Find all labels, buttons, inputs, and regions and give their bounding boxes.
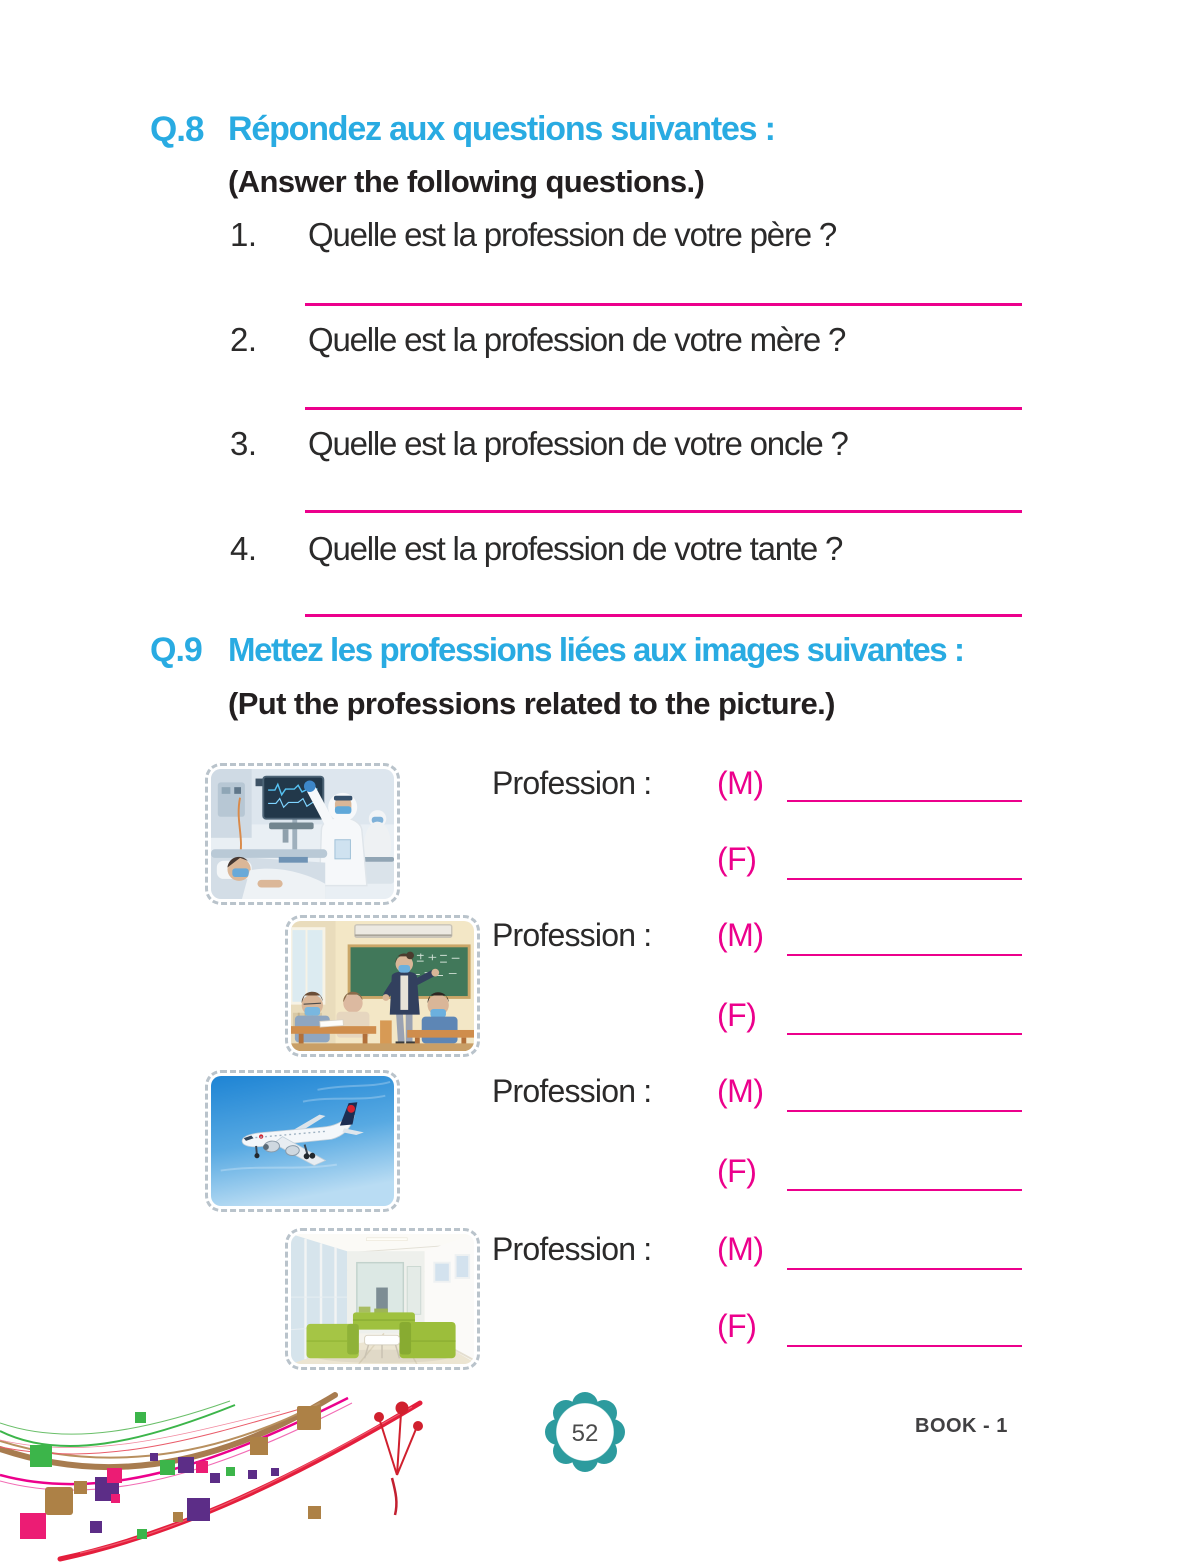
profession-label: Profession :	[492, 917, 652, 953]
hospital-icu-photo	[205, 763, 400, 905]
page-number-badge	[543, 1390, 627, 1474]
answer-line[interactable]	[305, 614, 1022, 617]
masculine-answer-line[interactable]	[787, 1110, 1022, 1112]
airplane-photo	[205, 1070, 400, 1212]
feminine-answer-line[interactable]	[787, 878, 1022, 880]
airplane-illustration	[211, 1076, 394, 1206]
q8-title-french: Répondez aux questions suivantes :	[228, 110, 775, 148]
feminine-label: (F)	[717, 1153, 757, 1189]
page-number: 52	[571, 1420, 599, 1447]
question-text: Quelle est la profession de votre tante ?	[308, 530, 843, 567]
feminine-answer-line[interactable]	[787, 1033, 1022, 1035]
q8-label: Q.8	[150, 110, 204, 149]
masculine-answer-line[interactable]	[787, 954, 1022, 956]
masculine-answer-line[interactable]	[787, 1268, 1022, 1270]
masculine-label: (M)	[717, 917, 764, 953]
masculine-answer-line[interactable]	[787, 800, 1022, 802]
classroom-illustration	[291, 921, 474, 1051]
profession-label: Profession :	[492, 765, 652, 801]
question-text: Quelle est la profession de votre oncle ?	[308, 425, 848, 462]
q8-title-english: (Answer the following questions.)	[228, 164, 705, 199]
question-number: 2.	[230, 321, 257, 358]
question-number: 3.	[230, 425, 257, 462]
masculine-label: (M)	[717, 1231, 764, 1267]
q9-label: Q.9	[150, 631, 202, 669]
feminine-label: (F)	[717, 841, 757, 877]
footer-decoration	[0, 1383, 445, 1563]
feminine-label: (F)	[717, 997, 757, 1033]
hospital-icu-illustration	[211, 769, 394, 899]
q9-title-english: (Put the professions related to the picture.)	[228, 686, 835, 721]
profession-label: Profession :	[492, 1073, 652, 1109]
q9-title-french: Mettez les professions liées aux images suivantes :	[228, 631, 964, 668]
masculine-label: (M)	[717, 765, 764, 801]
feminine-label: (F)	[717, 1308, 757, 1344]
masculine-label: (M)	[717, 1073, 764, 1109]
feminine-answer-line[interactable]	[787, 1345, 1022, 1347]
classroom-photo	[285, 915, 480, 1057]
answer-line[interactable]	[305, 510, 1022, 513]
question-number: 1.	[230, 216, 257, 253]
office-lounge-illustration	[291, 1234, 474, 1364]
question-number: 4.	[230, 530, 257, 567]
question-text: Quelle est la profession de votre mère ?	[308, 321, 846, 358]
answer-line[interactable]	[305, 407, 1022, 410]
feminine-answer-line[interactable]	[787, 1189, 1022, 1191]
answer-line[interactable]	[305, 303, 1022, 306]
profession-label: Profession :	[492, 1231, 652, 1267]
office-lounge-photo	[285, 1228, 480, 1370]
question-text: Quelle est la profession de votre père ?	[308, 216, 837, 253]
book-label: BOOK - 1	[915, 1415, 1008, 1437]
